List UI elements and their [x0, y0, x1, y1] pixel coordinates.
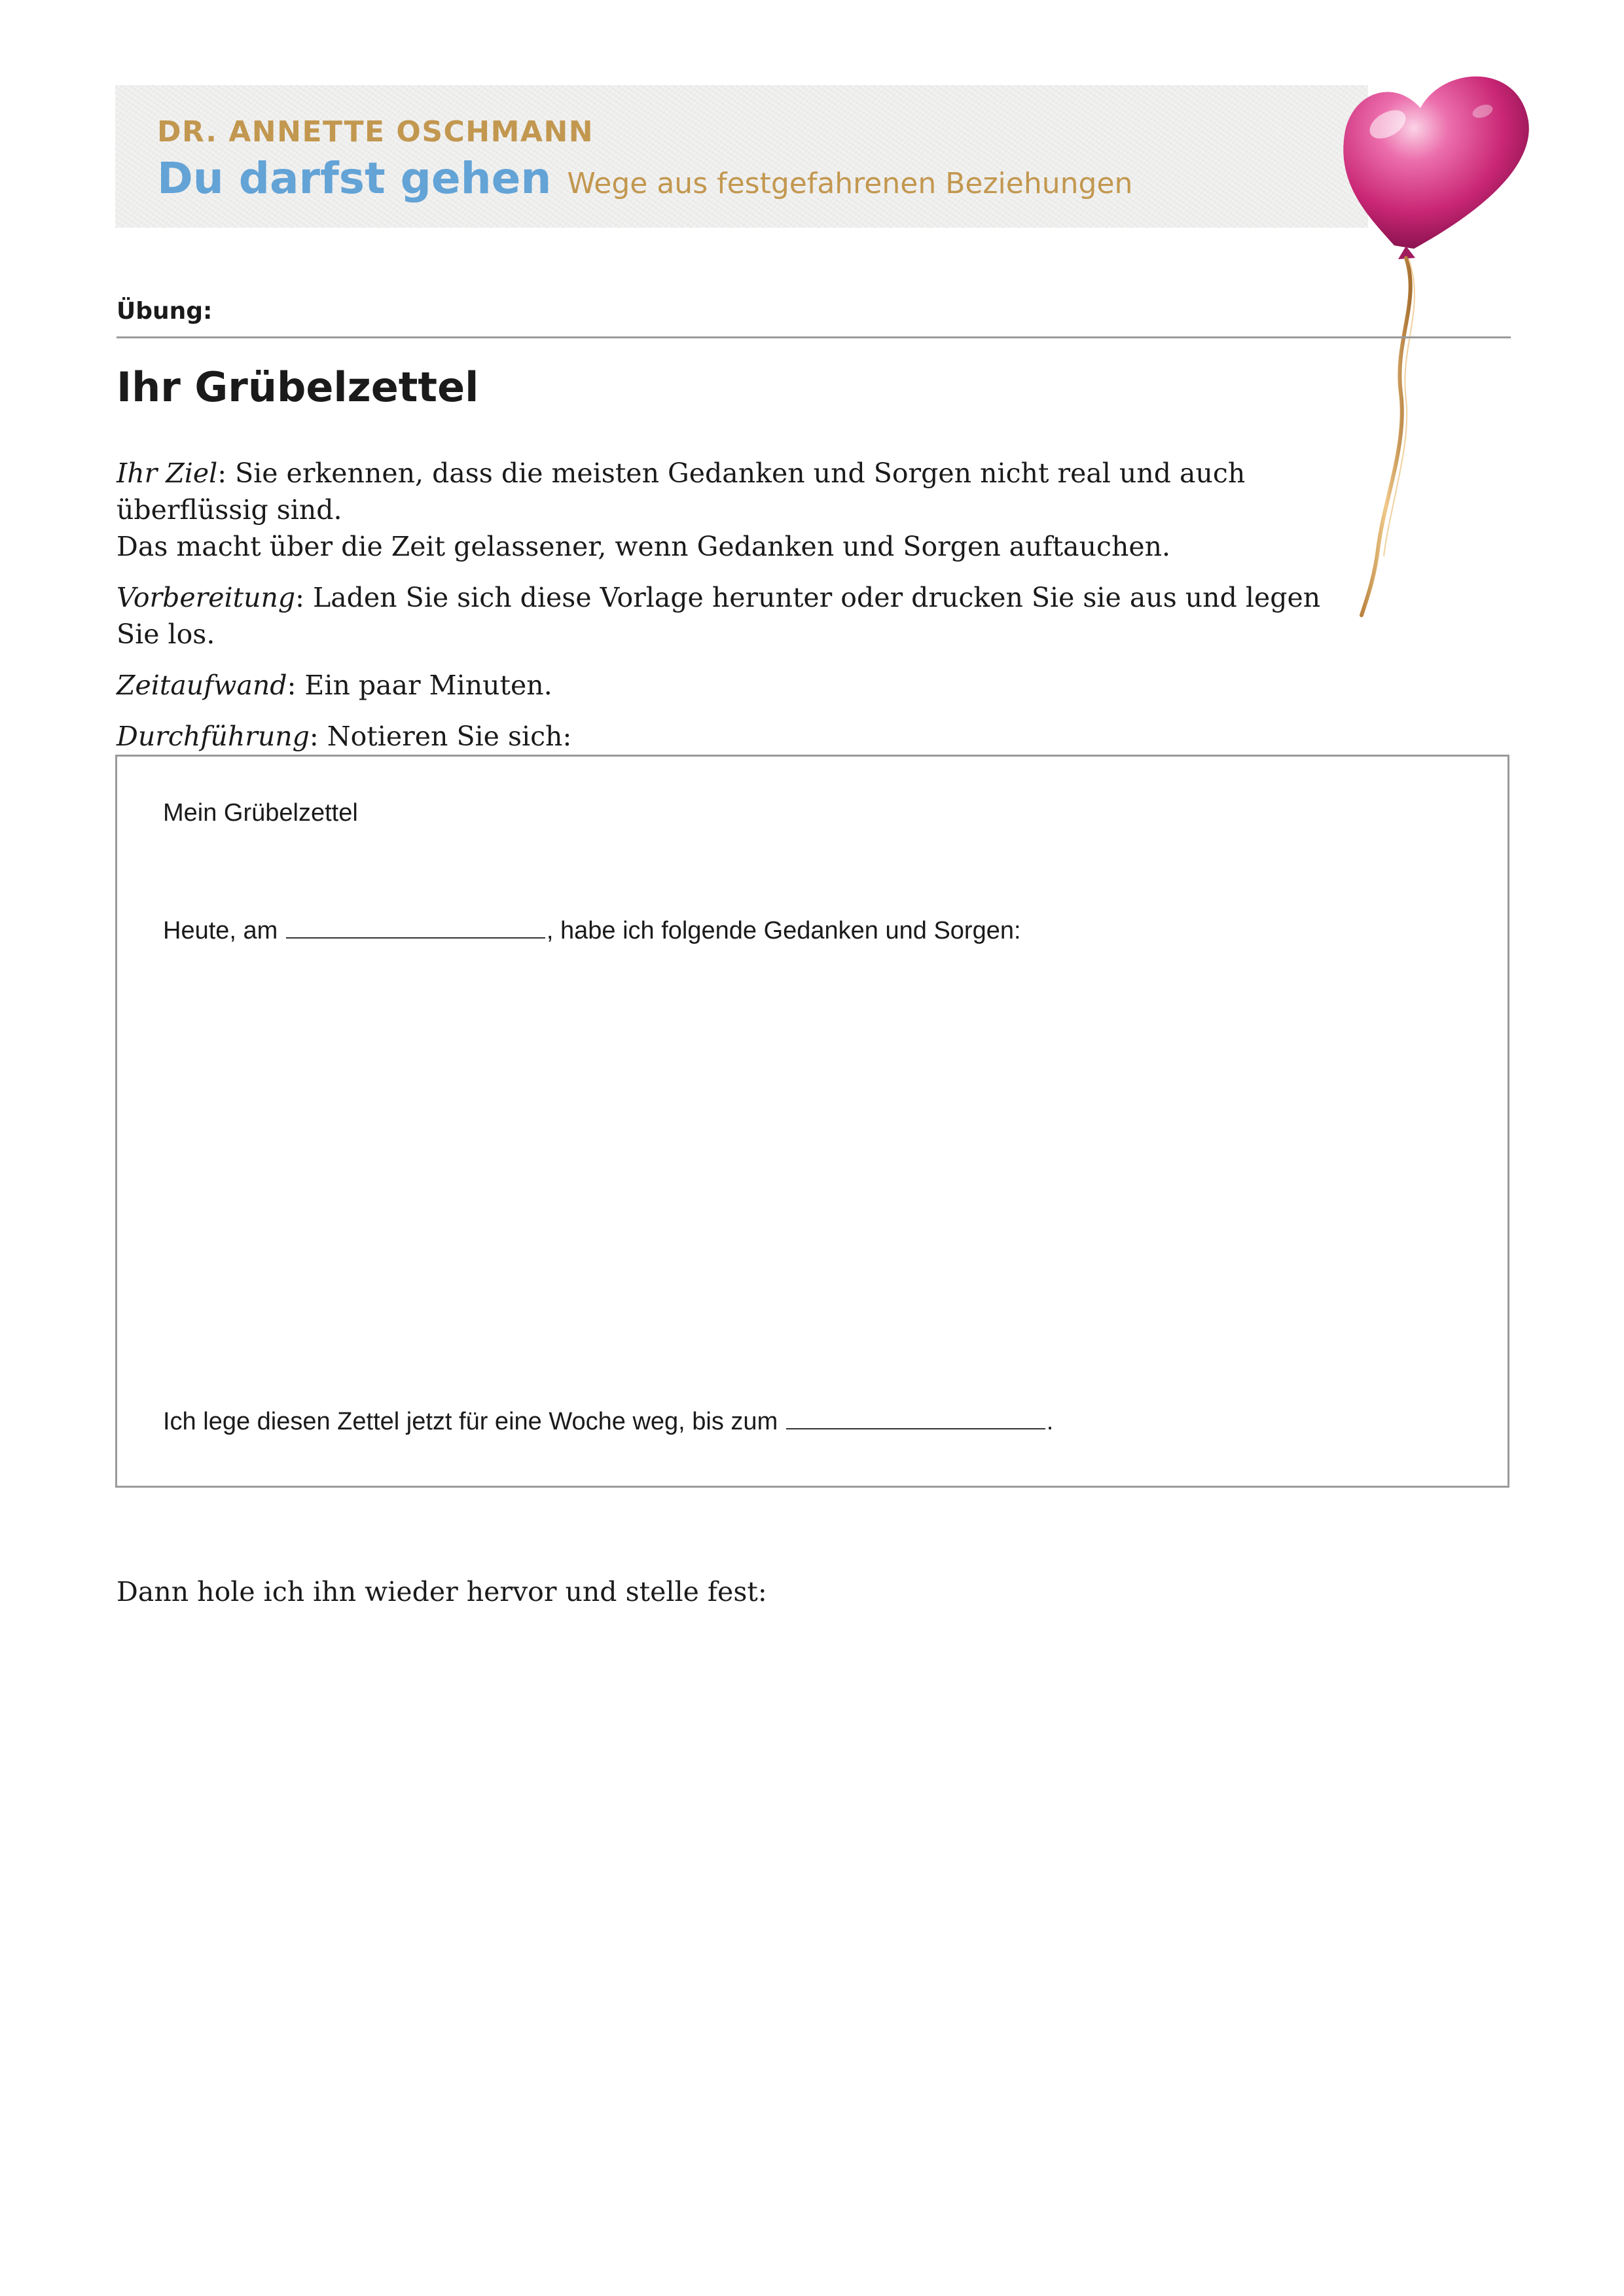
return-date-blank-field[interactable]	[786, 1405, 1045, 1429]
page-title: Ihr Grübelzettel	[117, 363, 479, 411]
goal-text: : Sie erkennen, dass die meisten Gedanken und Sorgen nicht real und auch überflüssig sind.	[117, 457, 1246, 526]
worksheet-line2-start: Ich lege diesen Zettel jetzt für eine Woche weg, bis zum	[163, 1408, 785, 1435]
time-paragraph	[117, 667, 1360, 704]
preparation-label: Vorbereitung	[117, 582, 296, 613]
time-label: Zeitaufwand	[117, 670, 287, 701]
execution-label: Durchführung	[117, 721, 310, 752]
worksheet-line1-end: , habe ich folgende Gedanken und Sorgen:	[546, 917, 1021, 944]
preparation-paragraph	[117, 579, 1360, 653]
time-text: : Ein paar Minuten.	[287, 670, 552, 701]
worksheet-line1-start: Heute, am	[163, 917, 285, 944]
goal-label: Ihr Ziel	[117, 457, 218, 489]
date-blank-field[interactable]	[286, 914, 545, 939]
worksheet-title: Mein Grübelzettel	[163, 799, 358, 827]
book-title-line	[157, 153, 1132, 204]
book-title: Du darfst gehen	[157, 153, 552, 204]
divider-line	[117, 336, 1511, 338]
preparation-text: : Laden Sie sich diese Vorlage herunter oder drucken Sie sie aus und legen Sie los.	[117, 582, 1321, 650]
worksheet-line2-end: .	[1046, 1408, 1054, 1435]
closing-text: Dann hole ich ihn wieder hervor und stelle fest:	[117, 1576, 767, 1607]
worksheet-date-line	[163, 914, 1021, 945]
exercise-label: Übung:	[117, 298, 213, 325]
goal-paragraph	[117, 455, 1360, 565]
execution-paragraph	[117, 718, 1360, 755]
author-name: DR. ANNETTE OSCHMANN	[157, 115, 594, 149]
exercise-instructions	[117, 455, 1360, 769]
execution-text: : Notieren Sie sich:	[309, 721, 572, 752]
worksheet-box	[115, 755, 1509, 1488]
book-subtitle: Wege aus festgefahrenen Beziehungen	[567, 167, 1133, 200]
worksheet-return-line	[163, 1405, 1053, 1436]
goal-text-line2: Das macht über die Zeit gelassener, wenn Gedanken und Sorgen auftauchen.	[117, 531, 1171, 562]
